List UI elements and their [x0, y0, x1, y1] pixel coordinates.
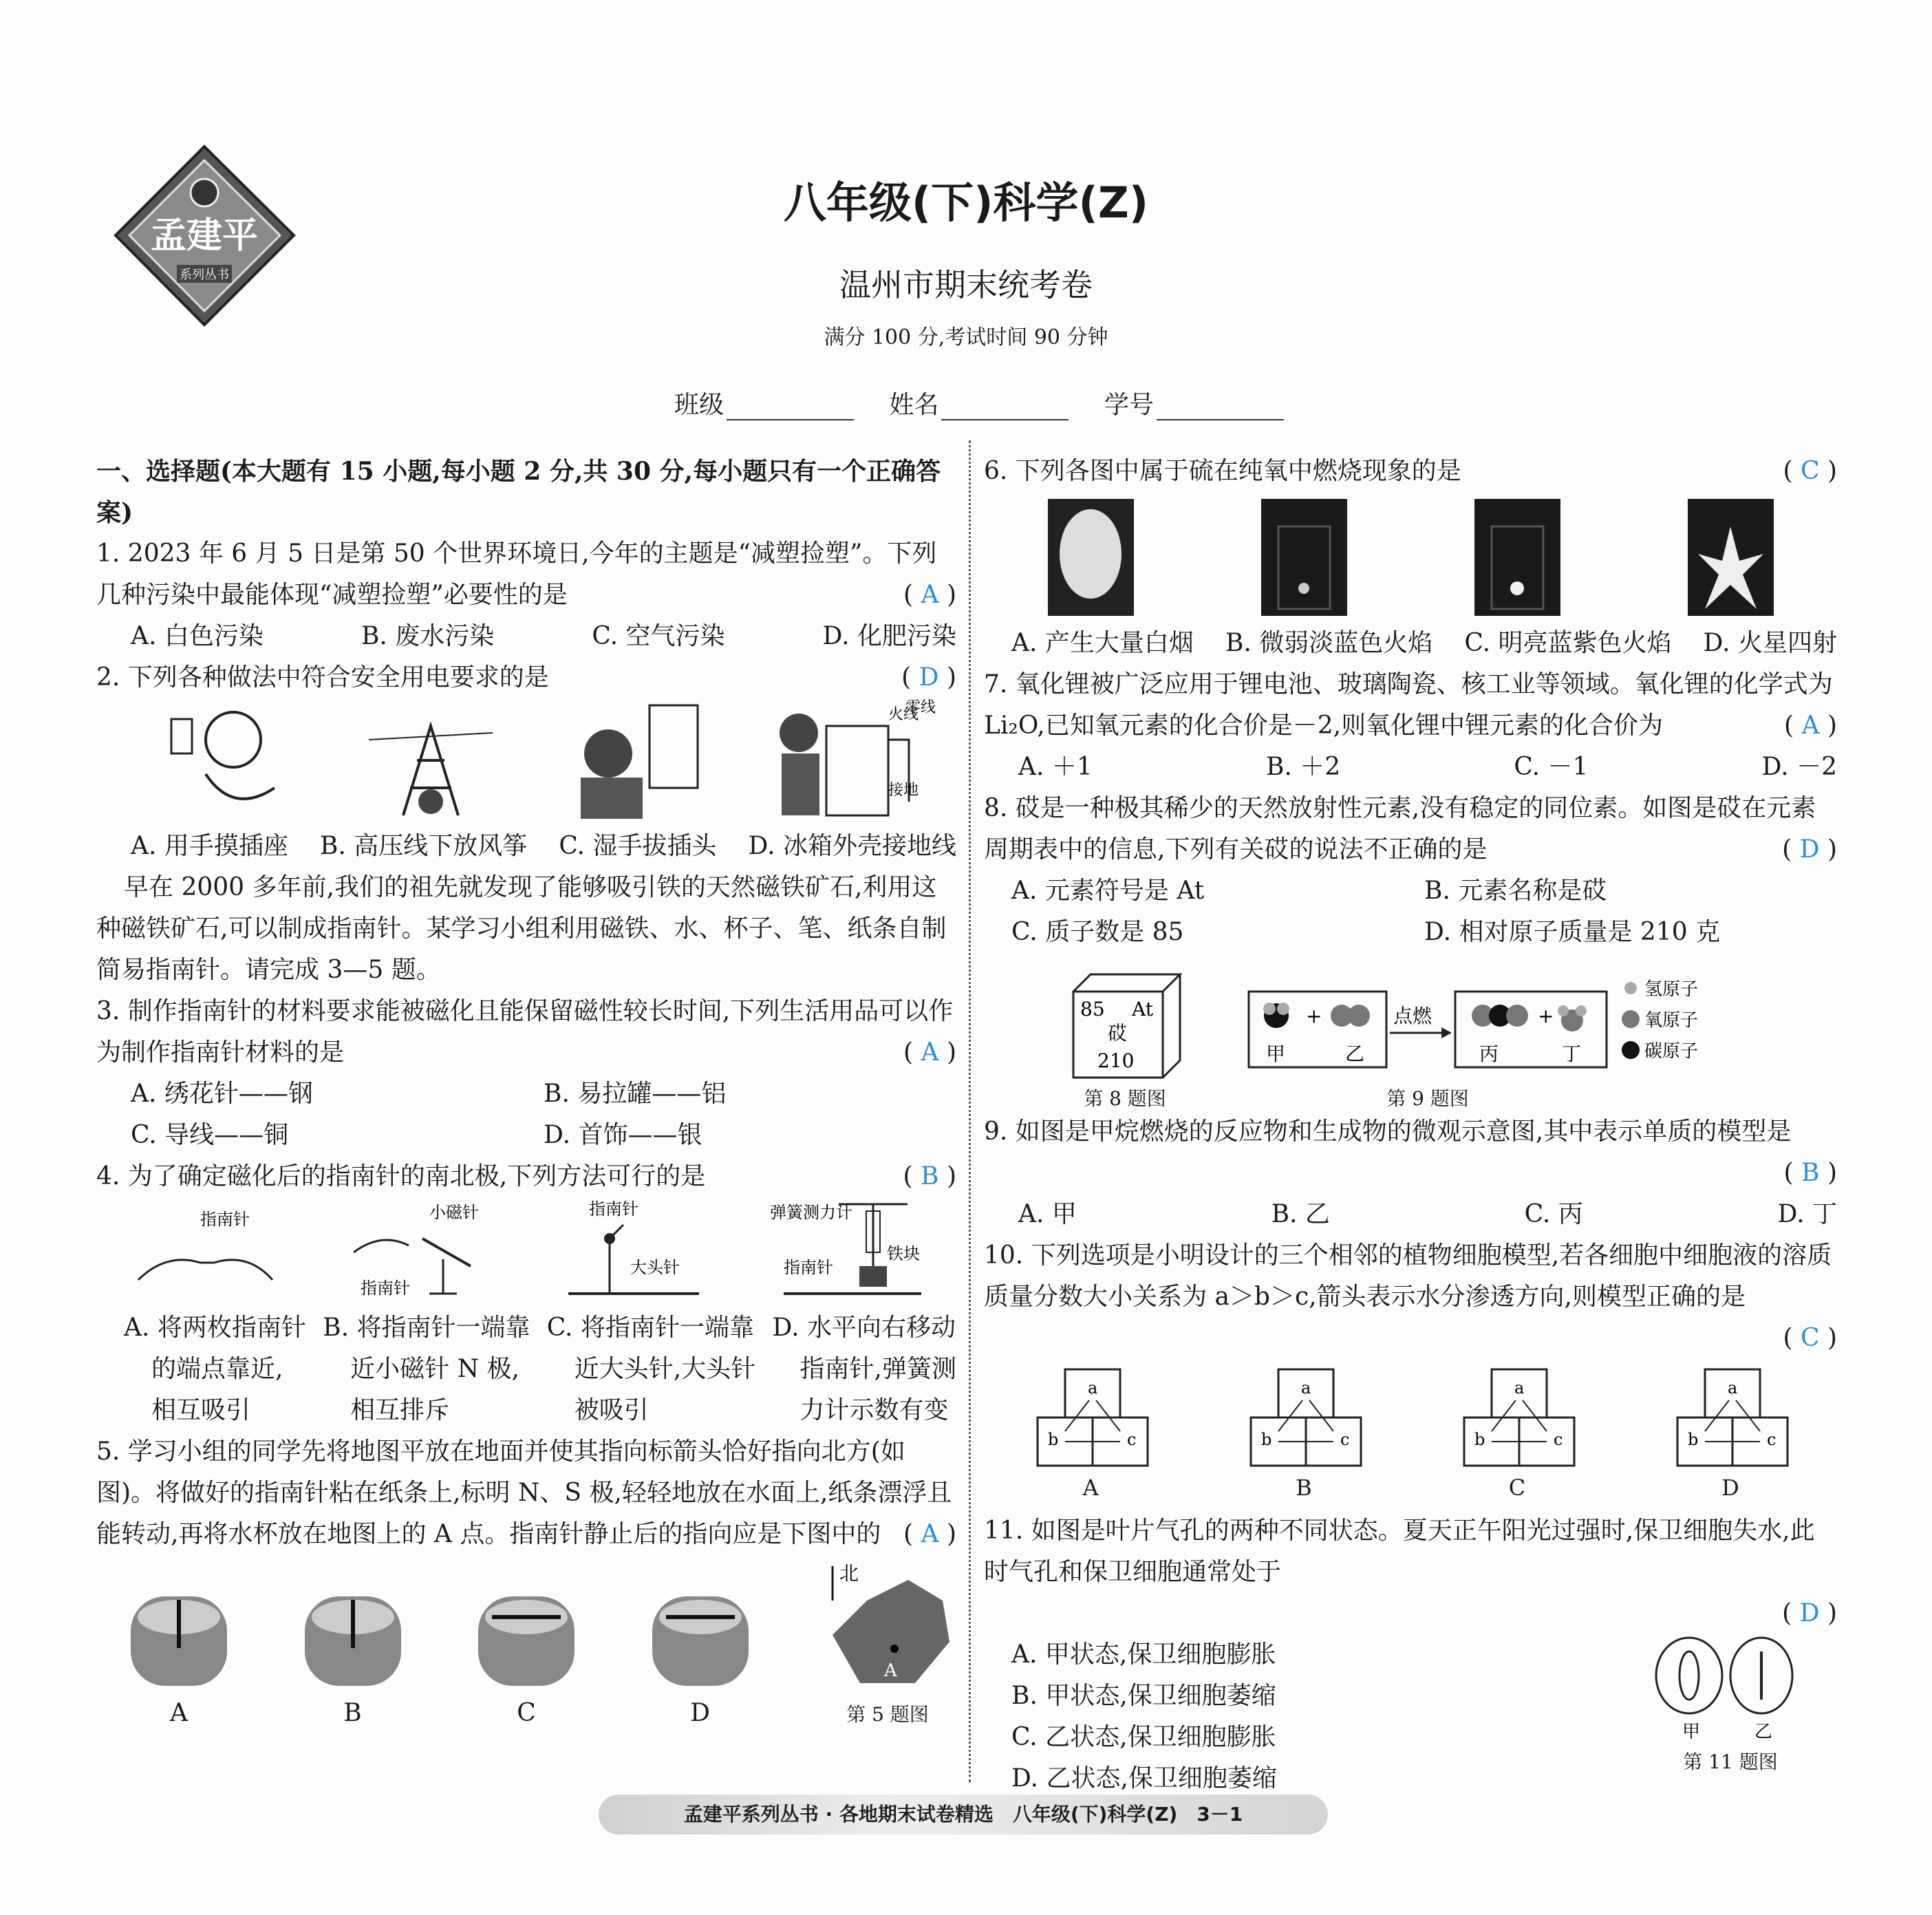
svg-text:c: c: [1553, 1430, 1563, 1449]
q8-option-b[interactable]: B. 元素名称是砹: [1424, 877, 1607, 905]
left-column: [96, 451, 956, 1727]
class-label: 班级: [674, 391, 724, 419]
q10-answer: ( C ): [1783, 1324, 1837, 1352]
id-label: 学号: [1104, 391, 1154, 419]
q11-answer-value: D: [1799, 1599, 1820, 1627]
q3-option-b[interactable]: B. 易拉罐——铝: [544, 1080, 727, 1108]
reactant-2: 乙: [1345, 1042, 1365, 1065]
q2-text: 2. 下列各种做法中符合安全用电要求的是: [96, 663, 549, 692]
svg-text:+: +: [1538, 1005, 1554, 1027]
q11-answer: ( D ): [1782, 1599, 1837, 1627]
q6-answer-value: C: [1800, 457, 1820, 485]
q11-text: 11. 如图是叶片气孔的两种不同状态。夏天正午阳光过强时,保卫细胞失水,此时气孔和保卫细胞通常处于: [984, 1517, 1815, 1586]
name-field[interactable]: [941, 396, 1069, 420]
q7-option-a[interactable]: A. ＋1: [1018, 753, 1093, 781]
svg-text:c: c: [1766, 1430, 1776, 1449]
cell-mass: 210: [1097, 1049, 1135, 1072]
q3-option-a[interactable]: A. 绣花针——钢: [131, 1080, 313, 1108]
cell-name: 砹: [1108, 1022, 1128, 1045]
q4-answer: ( B ): [903, 1162, 956, 1190]
q9-option-a[interactable]: A. 甲: [1018, 1200, 1077, 1228]
q10-model-c[interactable]: a b c C: [1461, 1366, 1574, 1510]
q8-answer-value: D: [1799, 835, 1820, 864]
page-title: 八年级(下)科学(Z): [783, 178, 1149, 228]
reaction-condition: 点燃: [1393, 1005, 1432, 1027]
q9-option-c[interactable]: C. 丙: [1524, 1200, 1583, 1228]
q4-figure-b: [340, 1197, 498, 1301]
question-4: [96, 1156, 956, 1197]
q7-answer-value: A: [1801, 712, 1820, 740]
svg-text:b: b: [1260, 1430, 1271, 1449]
q2-label-fire: 火线: [888, 706, 919, 723]
q6-photo-d: [1688, 499, 1774, 616]
q9-option-d[interactable]: D. 丁: [1777, 1200, 1837, 1228]
q6-photos: [984, 492, 1837, 623]
q6-photo-a: [1048, 499, 1134, 616]
q5-cup-a[interactable]: A: [124, 1590, 234, 1727]
q5-map: [819, 1559, 956, 1727]
q10-text: 10. 下列选项是小明设计的三个相邻的植物细胞模型,若各细胞中细胞液的溶质质量分数大小关系为 a＞b＞c,箭头表示水分渗透方向,则模型正确的是: [984, 1241, 1832, 1311]
q3-text: 3. 制作指南针的材料要求能被磁化且能保留磁性较长时间,下列生活用品可以作为制作指南针材料的是: [96, 997, 954, 1067]
q5-map-point: A: [884, 1660, 897, 1681]
q10-model-b[interactable]: a b c B: [1247, 1366, 1361, 1510]
stomata-label-yi: 乙: [1754, 1722, 1773, 1742]
q7-answer: ( A ): [1784, 712, 1837, 740]
q5-caption: 第 5 题图: [846, 1703, 929, 1726]
q4-label-6: 铁块: [886, 1244, 920, 1263]
q4-options: [96, 1307, 956, 1431]
q8-option-a[interactable]: A. 元素符号是 At: [1011, 877, 1205, 905]
svg-text:b: b: [1474, 1430, 1485, 1449]
q2-answer-value: D: [919, 663, 939, 692]
q1-answer-value: A: [921, 581, 939, 609]
logo-brand: 孟建平: [150, 215, 259, 257]
question-8: [984, 788, 1837, 870]
q4-label-5: 弹簧测力计: [769, 1203, 852, 1222]
q7-option-b[interactable]: B. ＋2: [1265, 753, 1341, 781]
q8-options: [984, 870, 1837, 953]
q6-options: [984, 623, 1837, 664]
q1-answer: ( A ): [903, 581, 956, 609]
q8-caption: 第 8 题图: [1084, 1087, 1166, 1110]
stomata-diagram: [1651, 1634, 1810, 1744]
q9-answer-value: B: [1801, 1159, 1820, 1187]
q11-option-b[interactable]: B. 甲状态,保卫细胞萎缩: [1011, 1682, 1276, 1710]
q6-text: 6. 下列各图中属于硫在纯氧中燃烧现象的是: [984, 457, 1461, 485]
student-info: [674, 385, 1311, 420]
q2-figure-a: [158, 698, 295, 822]
q10-model-a[interactable]: a b c A: [1034, 1366, 1148, 1510]
q9-option-b[interactable]: B. 乙: [1271, 1200, 1330, 1228]
q5-cup-b[interactable]: B: [298, 1590, 408, 1727]
q11-option-d[interactable]: D. 乙状态,保卫细胞萎缩: [1011, 1764, 1277, 1793]
q11-figure: [1651, 1634, 1837, 1799]
question-6: [984, 451, 1837, 492]
q7-options: [984, 747, 1837, 788]
q9-options: [984, 1194, 1837, 1235]
question-11: [984, 1510, 1837, 1593]
question-10: [984, 1235, 1837, 1318]
svg-text:b: b: [1047, 1430, 1058, 1449]
q8-q9-figures: [984, 953, 1837, 1111]
column-divider: [969, 440, 971, 1782]
cell-symbol: At: [1132, 998, 1153, 1020]
q10-figures: [984, 1359, 1837, 1510]
exam-meta: 满分 100 分,考试时间 90 分钟: [824, 325, 1108, 350]
svg-text:+: +: [1306, 1005, 1322, 1027]
q2-figure-d: [771, 698, 936, 822]
section-heading: 一、选择题(本大题有 15 小题,每小题 2 分,共 30 分,每小题只有一个正确答案): [96, 457, 941, 527]
q7-option-d[interactable]: D. －2: [1761, 753, 1837, 781]
right-column: [984, 451, 1837, 1799]
product-2: 丁: [1562, 1042, 1582, 1065]
q5-figures: [96, 1555, 956, 1727]
q3-options: [96, 1073, 956, 1156]
q2-option-b[interactable]: B. 高压线下放风筝: [319, 832, 528, 860]
q2-label-zero: 零线: [905, 699, 936, 716]
question-9: [984, 1111, 1837, 1153]
q3-answer: ( A ): [903, 1038, 956, 1067]
q4-label-4: 大头针: [630, 1258, 680, 1277]
legend-h: 氢原子: [1644, 979, 1699, 1000]
q1-option-a[interactable]: A. 白色污染: [131, 622, 264, 650]
q5-text: 5. 学习小组的同学先将地图平放在地面并使其指向标箭头恰好指向北方(如图)。将做好的指南针粘在纸条上,标明 N、S 极,轻轻地放在水面上,纸条漂浮且能转动,再将水杯放在地图上的 A 点。指南针静止后的指向应是下图中的: [96, 1437, 952, 1548]
q2-label-ground: 接地: [888, 782, 919, 799]
q4-figure-d: [770, 1197, 928, 1301]
name-label: 姓名: [889, 391, 939, 419]
page-footer: 孟建平系列丛书 · 各地期末试卷精选 八年级(下)科学(Z) 3－1: [599, 1795, 1328, 1834]
q3-option-c[interactable]: C. 导线——铜: [131, 1121, 289, 1149]
q4-option-d[interactable]: D. 水平向右移动 指南针,弹簧测 力计示数有变: [772, 1314, 956, 1424]
passage: 早在 2000 多年前,我们的祖先就发现了能够吸引铁的天然磁铁矿石,利用这种磁铁矿石,可以制成指南针。某学习小组利用磁铁、水、杯子、笔、纸条自制简易指南针。请完成 3—5 题。: [96, 873, 947, 984]
q11-option-c[interactable]: C. 乙状态,保卫细胞膨胀: [1011, 1723, 1276, 1751]
reaction-diagram: [1245, 971, 1741, 1081]
q6-option-d[interactable]: D. 火星四射: [1703, 629, 1837, 657]
cell-number: 85: [1080, 998, 1105, 1020]
q4-option-b[interactable]: B. 将指南针一端靠 近小磁针 N 极, 相互排斥: [323, 1314, 530, 1424]
q5-map-north: 北: [839, 1562, 859, 1585]
q5-cup-d[interactable]: D: [645, 1590, 755, 1727]
q2-figure-c: [567, 698, 705, 822]
q4-label-3: 指南针: [589, 1199, 639, 1219]
q1-option-d[interactable]: D. 化肥污染: [822, 622, 956, 650]
q2-answer: ( D ): [901, 663, 956, 692]
page-subtitle: 温州市期末统考卷: [839, 266, 1093, 303]
q6-photo-b: [1261, 499, 1347, 616]
q4-label-0: 指南针: [200, 1210, 250, 1229]
svg-text:a: a: [1087, 1378, 1097, 1398]
q2-option-a[interactable]: A. 用手摸插座: [131, 832, 288, 860]
q2-option-d[interactable]: D. 冰箱外壳接地线: [748, 832, 956, 860]
q1-option-c[interactable]: C. 空气污染: [592, 622, 725, 650]
q8-text: 8. 砹是一种极其稀少的天然放射性元素,没有稳定的同位素。如图是砹在元素周期表中的信息,下列有关砹的说法不正确的是: [984, 794, 1816, 864]
q9-text: 9. 如图是甲烷燃烧的反应物和生成物的微观示意图,其中表示单质的模型是: [984, 1117, 1792, 1146]
svg-text:a: a: [1514, 1378, 1524, 1398]
q6-option-c[interactable]: C. 明亮蓝紫色火焰: [1464, 629, 1672, 657]
q5-cup-c[interactable]: C: [471, 1590, 581, 1727]
q2-options: [96, 826, 956, 867]
q4-label-2: 指南针: [360, 1279, 410, 1298]
q11-caption: 第 11 题图: [1683, 1751, 1778, 1773]
svg-text:c: c: [1340, 1430, 1349, 1449]
question-1: [96, 533, 956, 616]
q8-option-d[interactable]: D. 相对原子质量是 210 克: [1424, 918, 1721, 946]
q4-figure-a: [125, 1197, 283, 1301]
q3-answer-value: A: [921, 1038, 939, 1067]
q2-figure-b: [362, 698, 500, 822]
question-7: [984, 664, 1837, 747]
q6-photo-c: [1474, 499, 1560, 616]
q6-option-b[interactable]: B. 微弱淡蓝色火焰: [1225, 629, 1433, 657]
reactant-1: 甲: [1266, 1042, 1286, 1065]
id-field[interactable]: [1157, 396, 1284, 420]
logo-series: 系列丛书: [180, 268, 229, 282]
q3-option-d[interactable]: D. 首饰——银: [544, 1121, 702, 1149]
q5-answer: ( A ): [903, 1520, 956, 1548]
q8-option-c[interactable]: C. 质子数是 85: [1011, 918, 1184, 946]
q4-figures: [96, 1197, 956, 1307]
svg-text:a: a: [1300, 1378, 1311, 1398]
q4-answer-value: B: [921, 1162, 939, 1190]
q11-options: [984, 1634, 1277, 1799]
svg-text:a: a: [1727, 1378, 1737, 1398]
q10-model-d[interactable]: a b c D: [1674, 1366, 1788, 1510]
svg-text:c: c: [1126, 1430, 1136, 1449]
question-2: [96, 657, 956, 698]
element-cell: [1066, 971, 1183, 1081]
q1-option-b[interactable]: B. 废水污染: [361, 622, 495, 650]
q6-option-a[interactable]: A. 产生大量白烟: [1011, 629, 1194, 657]
question-3: [96, 991, 956, 1073]
q7-option-c[interactable]: C. －1: [1514, 753, 1589, 781]
q11-option-a[interactable]: A. 甲状态,保卫细胞膨胀: [1011, 1640, 1276, 1669]
legend-o: 氧原子: [1644, 1010, 1699, 1031]
q6-answer: ( C ): [1783, 457, 1837, 485]
stomata-label-jia: 甲: [1682, 1722, 1701, 1742]
question-5: [96, 1431, 956, 1555]
q2-figures: [96, 698, 956, 826]
q4-text: 4. 为了确定磁化后的指南针的南北极,下列方法可行的是: [96, 1162, 706, 1190]
q9-figure: [1245, 971, 1741, 1111]
q8-answer: ( D ): [1782, 835, 1837, 864]
q1-text: 1. 2023 年 6 月 5 日是第 50 个世界环境日,今年的主题是“减塑捡塑”。下列几种污染中最能体现“减塑捡塑”必要性的是: [96, 539, 937, 609]
q4-figure-c: [555, 1197, 713, 1301]
q11-body: [984, 1634, 1837, 1799]
svg-text:b: b: [1687, 1430, 1698, 1449]
q9-caption: 第 9 题图: [1386, 1087, 1469, 1110]
q1-options: [96, 616, 956, 657]
q9-answer: ( B ): [1783, 1159, 1837, 1187]
class-field[interactable]: [727, 396, 854, 420]
q7-text: 7. 氧化锂被广泛应用于锂电池、玻璃陶瓷、核工业等领域。氧化锂的化学式为 Li₂O,已知氧元素的化合价是－2,则氧化锂中锂元素的化合价为: [984, 670, 1833, 740]
q4-option-a[interactable]: A. 将两枚指南针 的端点靠近, 相互吸引: [124, 1314, 306, 1424]
q10-answer-value: C: [1800, 1324, 1820, 1352]
q5-answer-value: A: [921, 1520, 939, 1548]
q4-label-7: 指南针: [783, 1258, 833, 1277]
legend-c: 碳原子: [1644, 1041, 1699, 1062]
product-1: 丙: [1479, 1042, 1499, 1065]
q2-option-c[interactable]: C. 湿手拔插头: [559, 832, 717, 860]
q4-label-1: 小磁针: [429, 1203, 479, 1222]
q4-option-c[interactable]: C. 将指南针一端靠 近大头针,大头针 被吸引: [546, 1314, 756, 1424]
